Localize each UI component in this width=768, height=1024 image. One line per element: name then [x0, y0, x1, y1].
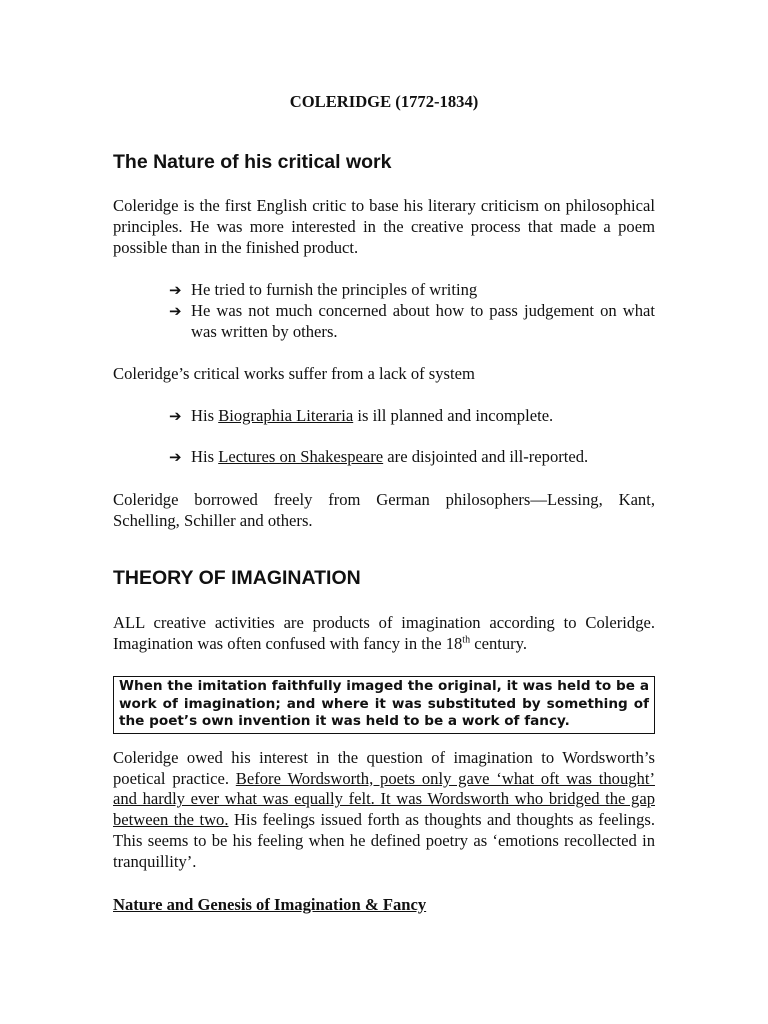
right-arrow-icon: ➔ [169, 406, 182, 425]
wordsworth-paragraph: Coleridge owed his interest in the question of imagination to Wordsworth’s poetical practice. Before Wordsworth, poets only gave ‘what oft was thought’ and hardly ever what was equally felt. It was Wordsworth who bridged the gap between the two. His feelings issued forth as thoughts and thoughts as feelings. This seems to be his feeling when he defined poetry as ‘emotions recollected in tranquillity’. [113, 747, 655, 871]
document-title: COLERIDGE (1772-1834) [289, 92, 479, 111]
subheading-genesis: Nature and Genesis of Imagination & Fancy [113, 894, 427, 914]
lectures-list [113, 447, 655, 468]
right-arrow-icon: ➔ [169, 448, 182, 467]
list-item: ➔ His Lectures on Shakespeare are disjointed and ill-reported. [169, 447, 589, 467]
list-item: ➔ He was not much concerned about how to pass judgement on what was written by others. [169, 301, 655, 341]
book-title-biographia: Biographia Literaria [218, 405, 354, 425]
imagination-paragraph: ALL creative activities are products of imagination according to Coleridge. Imagination was often confused with fancy in the 18th century. [113, 612, 655, 653]
boxed-definition: When the imitation faithfully imaged the original, it was held to be a work of imagination; and where it was substituted by something of the poet’s own invention it was held to be a work of fancy. [113, 676, 655, 734]
biographia-list [113, 406, 655, 427]
principles-list [113, 280, 655, 342]
section-heading-imagination: THEORY OF IMAGINATION [113, 566, 361, 589]
book-title-lectures: Lectures on Shakespeare [218, 447, 384, 467]
right-arrow-icon: ➔ [169, 302, 182, 321]
list-item: ➔ His Biographia Literaria is ill planned and incomplete. [169, 405, 554, 425]
document-page [113, 92, 655, 915]
right-arrow-icon: ➔ [169, 281, 182, 300]
intro-paragraph: Coleridge is the first English critic to base his literary criticism on philosophical principles. He was more interested in the creative process that made a poem possible than in the finished product. [113, 196, 655, 257]
german-philosophers-paragraph: Coleridge borrowed freely from German philosophers—Lessing, Kant, Schelling, Schiller and others. [113, 490, 655, 530]
section-heading-nature: The Nature of his critical work [113, 151, 392, 173]
underlined-passage: Before Wordsworth, poets only gave ‘what oft was thought’ and hardly ever what was equally felt. It was Wordsworth who bridged the gap between the two. [113, 768, 655, 830]
lack-of-system-paragraph: Coleridge’s critical works suffer from a lack of system [113, 363, 475, 383]
list-item: ➔ He tried to furnish the principles of writing [169, 280, 478, 300]
